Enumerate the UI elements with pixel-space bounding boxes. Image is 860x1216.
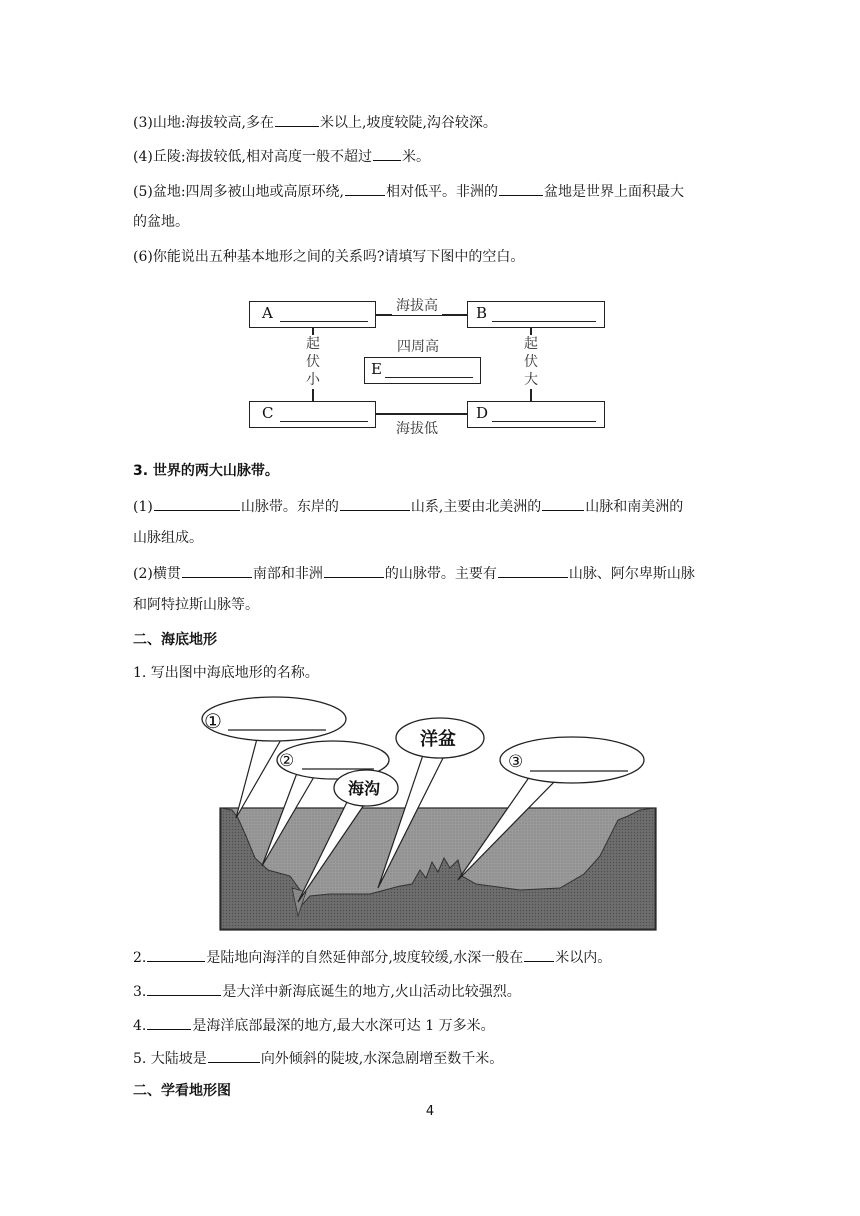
section-topographic-map: 二、学看地形图 — [133, 1083, 231, 1099]
belt-2-cont: 和阿特拉斯山脉等。 — [133, 597, 259, 613]
answer-blank[interactable] — [147, 1014, 191, 1030]
label-surrounded-high: 四周高 — [393, 336, 443, 356]
answer-blank[interactable] — [147, 980, 221, 996]
answer-blank[interactable] — [524, 946, 554, 962]
seafloor-question-5: 5. 大陆坡是 向外倾斜的陡坡,水深急剧增至数千米。 — [133, 1047, 503, 1069]
callout-1-bubble — [202, 697, 346, 741]
belt-2: (2)横贯 南部和非洲 的山脉带。主要有 山脉、阿尔卑斯山脉 — [133, 562, 695, 584]
callout-1-number: ① — [204, 709, 222, 733]
seafloor-question-2: 2. 是陆地向海洋的自然延伸部分,坡度较缓,水深一般在 米以内。 — [133, 946, 611, 968]
seafloor-question-3: 3. 是大洋中新海底诞生的地方,火山活动比较强烈。 — [133, 980, 521, 1002]
belt-1: (1) 山脉带。东岸的 山系,主要由北美洲的 山脉和南美洲的 — [133, 495, 683, 517]
answer-blank[interactable] — [147, 946, 205, 962]
item-5-basin-cont: 的盆地。 — [133, 214, 189, 230]
callout-1-tail — [236, 735, 282, 818]
section-mountain-belts: 3. 世界的两大山脉带。 — [133, 463, 279, 479]
answer-blank[interactable] — [208, 1047, 260, 1063]
page-number: 4 — [425, 1104, 435, 1119]
box-c-letter: C — [262, 404, 274, 422]
box-b-letter: B — [476, 304, 488, 322]
label-altitude-low: 海拔低 — [392, 418, 442, 438]
item-6-question: (6)你能说出五种基本地形之间的关系吗?请填写下图中的空白。 — [133, 249, 525, 265]
section-seafloor: 二、海底地形 — [133, 632, 217, 648]
item-3-mountain: (3)山地:海拔较高,多在 米以上,坡度较陡,沟谷较深。 — [133, 111, 497, 133]
seafloor-question-1: 1. 写出图中海底地形的名称。 — [133, 665, 319, 681]
label-relief-small: 起 伏 小 — [306, 336, 320, 388]
box-e-letter: E — [371, 360, 382, 378]
box-d-letter: D — [476, 404, 489, 422]
callout-basin-label: 洋盆 — [420, 729, 456, 750]
label-relief-large: 起 伏 大 — [524, 336, 538, 388]
box-a-letter: A — [262, 304, 273, 322]
item-5-basin: (5)盆地:四周多被山地或高原环绕, 相对低平。非洲的 盆地是世界上面积最大 — [133, 180, 684, 202]
callout-3-number: ③ — [508, 752, 524, 772]
seafloor-question-4: 4. 是海洋底部最深的地方,最大水深可达 1 万多米。 — [133, 1014, 495, 1036]
belt-1-cont: 山脉组成。 — [133, 530, 203, 546]
label-altitude-high: 海拔高 — [392, 295, 442, 315]
callout-2-number: ② — [279, 751, 295, 771]
callout-trench-label: 海沟 — [348, 779, 381, 798]
item-4-hill: (4)丘陵:海拔较低,相对高度一般不超过 米。 — [133, 145, 430, 167]
